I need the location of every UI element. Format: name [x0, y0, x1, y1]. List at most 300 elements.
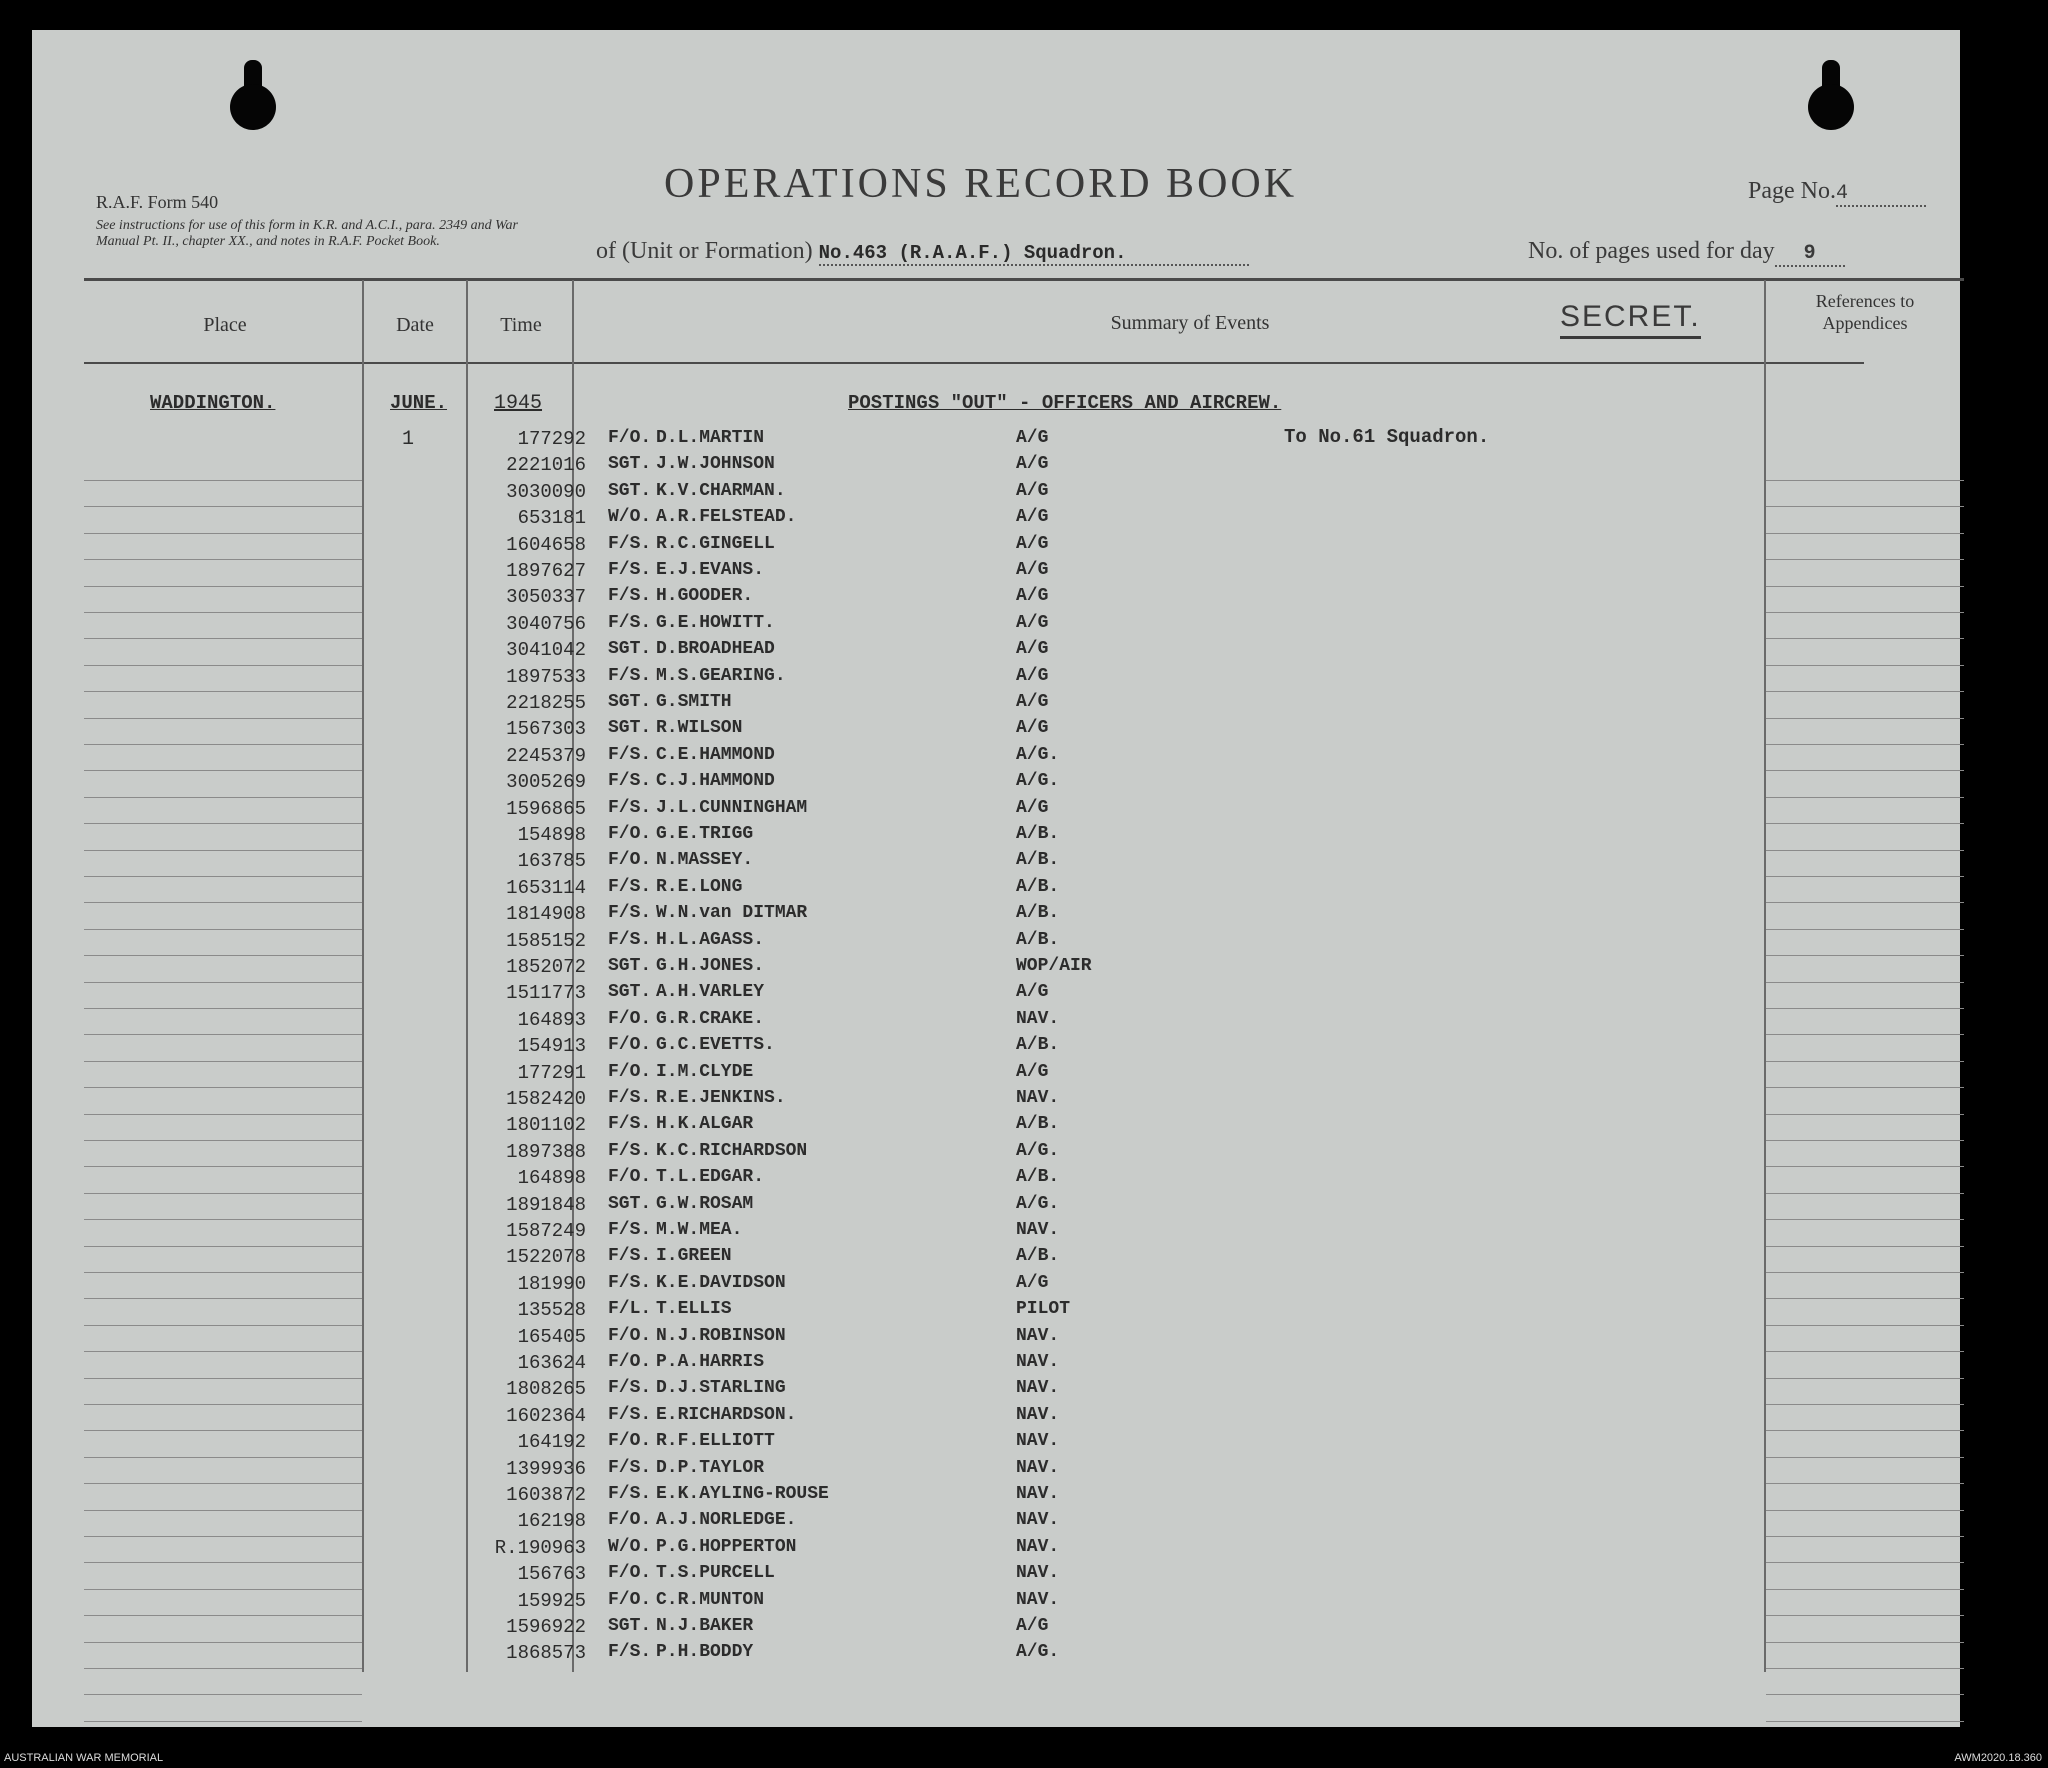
- pages-used-label: No. of pages used for day: [1528, 238, 1775, 264]
- ruled-line: [84, 1694, 362, 1695]
- airman-name: M.W.MEA.: [656, 1220, 743, 1240]
- service-number: 1814908: [506, 903, 586, 926]
- ruled-line: [84, 665, 362, 666]
- pages-used-field: [1528, 238, 1845, 267]
- airman-name: G.E.TRIGG: [656, 824, 754, 844]
- airman-name: C.R.MUNTON: [656, 1589, 765, 1610]
- aircrew-role: NAV.: [1016, 1088, 1060, 1108]
- aircrew-role: A/G: [1016, 639, 1049, 660]
- header-summary: Summary of Events: [1110, 312, 1270, 334]
- service-number: 1801102: [506, 1114, 586, 1137]
- airman-name: J.W.JOHNSON: [656, 454, 775, 475]
- ruled-line: [84, 1562, 362, 1563]
- service-number: 1891848: [506, 1193, 586, 1216]
- aircrew-role: A/B.: [1016, 929, 1060, 950]
- ruled-line: [1766, 1694, 1964, 1695]
- service-number: 177292: [517, 428, 586, 450]
- ruled-line: [84, 1404, 362, 1405]
- airman-name: C.J.HAMMOND: [656, 771, 775, 792]
- ruled-line: [1766, 586, 1964, 587]
- ruled-line: [1766, 1483, 1964, 1484]
- ruled-line: [84, 1272, 362, 1273]
- ruled-line: [1766, 1510, 1964, 1511]
- ruled-line: [84, 797, 362, 798]
- aircrew-role: NAV.: [1016, 1325, 1060, 1346]
- ruled-line: [84, 1193, 362, 1194]
- airman-name: N.J.ROBINSON: [656, 1325, 786, 1346]
- ruled-line: [1766, 1642, 1964, 1643]
- rank: F/S.: [608, 1484, 652, 1504]
- service-number: 3005269: [506, 771, 586, 794]
- record-sheet: [32, 30, 1960, 1727]
- aircrew-role: A/G.: [1016, 1193, 1060, 1214]
- ruled-line: [1766, 1325, 1964, 1326]
- service-number: 1808265: [506, 1378, 586, 1401]
- service-number: 164893: [517, 1008, 586, 1031]
- aircrew-role: NAV.: [1016, 1589, 1060, 1610]
- ruled-line: [84, 1430, 362, 1431]
- service-number: 135528: [517, 1299, 586, 1322]
- ruled-line: [84, 1721, 362, 1722]
- rank: F/O.: [608, 850, 652, 871]
- ruled-line: [1766, 1219, 1964, 1220]
- ruled-line: [84, 1668, 362, 1669]
- entry-day: 1: [402, 428, 415, 451]
- aircrew-role: A/G: [1016, 982, 1049, 1003]
- header-time: Time: [500, 314, 542, 336]
- ruled-line: [1766, 718, 1964, 719]
- page-number: [1748, 178, 1926, 207]
- posting-destination: To No.61 Squadron.: [1284, 426, 1490, 448]
- aircrew-role: A/G.: [1016, 1642, 1060, 1663]
- ruled-line: [84, 480, 362, 481]
- aircrew-role: NAV.: [1016, 1457, 1060, 1478]
- ruled-line: [1766, 1378, 1964, 1379]
- service-number: 653181: [517, 507, 586, 530]
- service-number: 1852072: [506, 956, 586, 978]
- aircrew-role: A/G: [1016, 1061, 1049, 1082]
- airman-name: G.H.JONES.: [656, 956, 765, 976]
- aircrew-role: A/B.: [1016, 1167, 1060, 1188]
- ruled-line: [84, 929, 362, 930]
- airman-name: G.W.ROSAM: [656, 1193, 754, 1214]
- airman-name: D.BROADHEAD: [656, 639, 775, 660]
- aircrew-role: A/G: [1016, 533, 1049, 554]
- ruled-line: [84, 1642, 362, 1643]
- rank: F/O.: [608, 428, 652, 448]
- aircrew-role: A/G: [1016, 665, 1049, 686]
- ruled-line: [84, 1034, 362, 1035]
- rank: F/O.: [608, 1008, 652, 1029]
- aircrew-role: A/G: [1016, 480, 1049, 501]
- airman-name: H.GOODER.: [656, 586, 754, 607]
- service-number: 1522078: [506, 1246, 586, 1269]
- aircrew-role: A/G: [1016, 428, 1049, 448]
- rank: F/O.: [608, 824, 652, 844]
- aircrew-role: NAV.: [1016, 1008, 1060, 1029]
- aircrew-role: NAV.: [1016, 1510, 1060, 1531]
- ruled-line: [84, 1087, 362, 1088]
- ruled-line: [84, 638, 362, 639]
- rank: SGT.: [608, 982, 652, 1003]
- rank: SGT.: [608, 454, 652, 475]
- aircrew-role: A/B.: [1016, 1246, 1060, 1267]
- ruled-line: [1766, 1140, 1964, 1141]
- service-number: 1511773: [506, 982, 586, 1005]
- service-number: 1868573: [506, 1642, 586, 1665]
- service-number: 1897627: [506, 560, 586, 582]
- rank: F/O.: [608, 1061, 652, 1082]
- ruled-line: [1766, 1166, 1964, 1167]
- airman-name: P.H.BODDY: [656, 1642, 754, 1663]
- unit-value: No.463 (R.A.A.F.) Squadron.: [819, 242, 1249, 266]
- ruled-line: [1766, 770, 1964, 771]
- ruled-line: [84, 533, 362, 534]
- aircrew-role: A/B.: [1016, 876, 1060, 897]
- header-rule-bottom: [84, 362, 1864, 364]
- airman-name: H.K.ALGAR: [656, 1114, 754, 1135]
- service-number: 1596865: [506, 797, 586, 820]
- ruled-line: [84, 982, 362, 983]
- ruled-line: [84, 850, 362, 851]
- airman-name: W.N.van DITMAR: [656, 903, 808, 924]
- aircrew-role: A/G: [1016, 1272, 1049, 1293]
- service-number: 1587249: [506, 1220, 586, 1242]
- airman-name: G.C.EVETTS.: [656, 1035, 775, 1056]
- airman-name: D.J.STARLING: [656, 1378, 786, 1399]
- ruled-line: [84, 718, 362, 719]
- aircrew-role: A/G.: [1016, 771, 1060, 792]
- airman-name: A.J.NORLEDGE.: [656, 1510, 797, 1531]
- service-number: 177291: [517, 1061, 586, 1084]
- rank: F/S.: [608, 586, 652, 607]
- ruled-line: [84, 1351, 362, 1352]
- ruled-line: [1766, 691, 1964, 692]
- service-number: 2245379: [506, 744, 586, 767]
- rank: W/O.: [608, 1536, 652, 1557]
- rank: F/S.: [608, 744, 652, 765]
- rank: SGT.: [608, 718, 652, 739]
- aircrew-role: A/B.: [1016, 850, 1060, 871]
- entry-month: JUNE.: [390, 392, 448, 414]
- aircrew-role: A/B.: [1016, 903, 1060, 924]
- service-number: 165405: [517, 1325, 586, 1348]
- rank: SGT.: [608, 480, 652, 501]
- ruled-line: [1766, 902, 1964, 903]
- service-number: R.190963: [494, 1536, 586, 1559]
- ruled-line: [84, 1457, 362, 1458]
- ruled-line: [1766, 1272, 1964, 1273]
- aircrew-role: A/G: [1016, 586, 1049, 607]
- ruled-line: [1766, 1087, 1964, 1088]
- rank: F/S.: [608, 876, 652, 897]
- aircrew-role: NAV.: [1016, 1484, 1060, 1504]
- airman-name: T.L.EDGAR.: [656, 1167, 765, 1188]
- ruled-line: [1766, 850, 1964, 851]
- ruled-line: [84, 1246, 362, 1247]
- rank: F/S.: [608, 1088, 652, 1108]
- airman-name: N.J.BAKER: [656, 1616, 754, 1636]
- column-divider-summary: [1764, 280, 1766, 1672]
- header-references: References to Appendices: [1815, 291, 1915, 333]
- rank: F/S.: [608, 1404, 652, 1425]
- aircrew-role: A/G.: [1016, 1140, 1060, 1161]
- ruled-line: [1766, 1430, 1964, 1431]
- ruled-line: [84, 744, 362, 745]
- airman-name: C.E.HAMMOND: [656, 744, 775, 765]
- airman-name: A.R.FELSTEAD.: [656, 507, 797, 528]
- ruled-line: [1766, 1562, 1964, 1563]
- rank: F/O.: [608, 1431, 652, 1452]
- ruled-line: [1766, 1114, 1964, 1115]
- service-number: 156763: [517, 1563, 586, 1586]
- aircrew-role: NAV.: [1016, 1378, 1060, 1399]
- ruled-line: [84, 902, 362, 903]
- aircrew-role: A/B.: [1016, 1114, 1060, 1135]
- ruled-line: [1766, 876, 1964, 877]
- service-number: 1602364: [506, 1404, 586, 1427]
- ruled-line: [84, 770, 362, 771]
- airman-name: R.C.GINGELL: [656, 533, 775, 554]
- unit-label: of (Unit or Formation): [596, 238, 813, 264]
- airman-name: M.S.GEARING.: [656, 665, 786, 686]
- airman-name: J.L.CUNNINGHAM: [656, 797, 808, 818]
- ruled-line: [84, 1615, 362, 1616]
- rank: F/S.: [608, 1457, 652, 1478]
- ruled-line: [84, 1061, 362, 1062]
- ruled-line: [1766, 1721, 1964, 1722]
- ruled-line: [84, 506, 362, 507]
- airman-name: G.R.CRAKE.: [656, 1008, 765, 1029]
- ruled-line: [1766, 929, 1964, 930]
- airman-name: K.V.CHARMAN.: [656, 480, 786, 501]
- rank: F/O.: [608, 1510, 652, 1531]
- aircrew-role: NAV.: [1016, 1431, 1060, 1452]
- airman-name: H.L.AGASS.: [656, 929, 765, 950]
- section-heading: POSTINGS "OUT" - OFFICERS AND AIRCREW.: [848, 392, 1282, 414]
- service-number: 1603872: [506, 1484, 586, 1506]
- page-number-value: 4: [1836, 182, 1926, 207]
- rank: F/S.: [608, 1642, 652, 1663]
- ruled-line: [1766, 1061, 1964, 1062]
- aircrew-role: NAV.: [1016, 1220, 1060, 1240]
- aircrew-role: A/B.: [1016, 1035, 1060, 1056]
- rank: F/S.: [608, 771, 652, 792]
- airman-name: K.E.DAVIDSON: [656, 1272, 786, 1293]
- rank: F/L.: [608, 1299, 652, 1320]
- ruled-line: [1766, 744, 1964, 745]
- ruled-line: [1766, 1351, 1964, 1352]
- ruled-line: [84, 691, 362, 692]
- rank: F/S.: [608, 1246, 652, 1267]
- entry-year: 1945: [494, 392, 543, 415]
- ruled-line: [1766, 1668, 1964, 1669]
- rank: F/S.: [608, 1378, 652, 1399]
- ruled-line: [1766, 1536, 1964, 1537]
- rank: F/O.: [608, 1352, 652, 1372]
- airman-name: N.MASSEY.: [656, 850, 754, 871]
- form-number: R.A.F. Form 540: [96, 192, 219, 212]
- footer-archive: AUSTRALIAN WAR MEMORIAL: [4, 1752, 164, 1764]
- service-number: 181990: [517, 1272, 586, 1295]
- service-number: 3041042: [506, 639, 586, 662]
- ruled-line: [1766, 823, 1964, 824]
- ruled-line: [1766, 1404, 1964, 1405]
- aircrew-role: A/B.: [1016, 824, 1060, 844]
- airman-name: T.S.PURCELL: [656, 1563, 775, 1584]
- ruled-line: [1766, 665, 1964, 666]
- ruled-line: [1766, 612, 1964, 613]
- ruled-line: [84, 1510, 362, 1511]
- rank: F/S.: [608, 533, 652, 554]
- ruled-line: [84, 612, 362, 613]
- ruled-line: [1766, 1246, 1964, 1247]
- service-number: 163785: [517, 850, 586, 873]
- service-number: 164898: [517, 1167, 586, 1190]
- rank: F/O.: [608, 1589, 652, 1610]
- ruled-line: [84, 1536, 362, 1537]
- header-place: Place: [203, 314, 247, 336]
- ruled-line: [1766, 638, 1964, 639]
- binder-hole-left-round: [230, 84, 276, 130]
- service-number: 3030090: [506, 480, 586, 503]
- airman-name: E.J.EVANS.: [656, 560, 765, 580]
- service-number: 1399936: [506, 1457, 586, 1480]
- airman-name: R.WILSON: [656, 718, 743, 739]
- ruled-line: [84, 1483, 362, 1484]
- ruled-line: [1766, 797, 1964, 798]
- ruled-line: [84, 1589, 362, 1590]
- ruled-line: [1766, 982, 1964, 983]
- airman-name: T.ELLIS: [656, 1299, 732, 1320]
- rank: F/O.: [608, 1167, 652, 1188]
- airman-name: D.L.MARTIN: [656, 428, 765, 448]
- rank: F/S.: [608, 1220, 652, 1240]
- aircrew-role: A/G: [1016, 612, 1049, 633]
- rank: F/S.: [608, 1272, 652, 1293]
- aircrew-role: A/G: [1016, 1616, 1049, 1636]
- service-number: 164192: [517, 1431, 586, 1454]
- secret-stamp: SECRET.: [1560, 300, 1701, 339]
- ruled-line: [84, 559, 362, 560]
- service-number: 154913: [517, 1035, 586, 1058]
- entry-place: WADDINGTON.: [150, 392, 276, 414]
- ruled-line: [1766, 506, 1964, 507]
- service-number: 1596922: [506, 1616, 586, 1638]
- ruled-line: [1766, 1589, 1964, 1590]
- page-title: OPERATIONS RECORD BOOK: [664, 161, 1298, 207]
- ruled-line: [84, 1219, 362, 1220]
- binder-hole-right-round: [1808, 84, 1854, 130]
- service-number: 1897533: [506, 665, 586, 688]
- service-number: 1585152: [506, 929, 586, 952]
- pages-used-value: 9: [1775, 242, 1845, 267]
- ruled-line: [84, 1298, 362, 1299]
- aircrew-role: WOP/AIR: [1016, 956, 1092, 976]
- ruled-line: [1766, 1615, 1964, 1616]
- rank: SGT.: [608, 639, 652, 660]
- airman-name: D.P.TAYLOR: [656, 1457, 765, 1478]
- rank: F/O.: [608, 1325, 652, 1346]
- airman-name: R.E.JENKINS.: [656, 1088, 786, 1108]
- airman-name: P.G.HOPPERTON: [656, 1536, 797, 1557]
- ruled-line: [84, 1378, 362, 1379]
- airman-name: G.SMITH: [656, 692, 732, 712]
- airman-name: G.E.HOWITT.: [656, 612, 775, 633]
- header-rule-top: [84, 278, 1964, 281]
- ruled-line: [1766, 1008, 1964, 1009]
- rank: F/S.: [608, 903, 652, 924]
- aircrew-role: A/G: [1016, 692, 1049, 712]
- aircrew-role: NAV.: [1016, 1563, 1060, 1584]
- ruled-line: [84, 823, 362, 824]
- service-number: 2218255: [506, 692, 586, 714]
- aircrew-role: NAV.: [1016, 1404, 1060, 1425]
- ruled-line: [1766, 955, 1964, 956]
- service-number: 154898: [517, 824, 586, 846]
- rank: F/O.: [608, 1035, 652, 1056]
- airman-name: P.A.HARRIS: [656, 1352, 765, 1372]
- aircrew-role: A/G: [1016, 507, 1049, 528]
- column-divider-place: [362, 280, 364, 1672]
- rank: SGT.: [608, 1616, 652, 1636]
- aircrew-role: A/G: [1016, 797, 1049, 818]
- airman-name: R.F.ELLIOTT: [656, 1431, 775, 1452]
- footer-reference: AWM2020.18.360: [1954, 1752, 2042, 1764]
- rank: SGT.: [608, 956, 652, 976]
- ruled-line: [84, 876, 362, 877]
- service-number: 2221016: [506, 454, 586, 477]
- service-number: 3040756: [506, 612, 586, 635]
- column-divider-date: [466, 280, 468, 1672]
- aircrew-role: A/G: [1016, 718, 1049, 739]
- airman-name: A.H.VARLEY: [656, 982, 765, 1003]
- service-number: 159925: [517, 1589, 586, 1612]
- rank: F/S.: [608, 665, 652, 686]
- ruled-line: [84, 1008, 362, 1009]
- rank: F/S.: [608, 1140, 652, 1161]
- service-number: 1653114: [506, 876, 586, 899]
- rank: F/S.: [608, 612, 652, 633]
- ruled-line: [84, 955, 362, 956]
- airman-name: I.M.CLYDE: [656, 1061, 754, 1082]
- rank: SGT.: [608, 1193, 652, 1214]
- airman-name: K.C.RICHARDSON: [656, 1140, 808, 1161]
- airman-name: E.K.AYLING-ROUSE: [656, 1484, 829, 1504]
- service-number: 3050337: [506, 586, 586, 609]
- ruled-line: [84, 1325, 362, 1326]
- rank: W/O.: [608, 507, 652, 528]
- page-number-label: Page No.: [1748, 178, 1836, 204]
- ruled-line: [84, 586, 362, 587]
- service-number: 162198: [517, 1510, 586, 1533]
- ruled-line: [84, 1140, 362, 1141]
- aircrew-role: NAV.: [1016, 1536, 1060, 1557]
- aircrew-role: NAV.: [1016, 1352, 1060, 1372]
- ruled-line: [84, 1166, 362, 1167]
- ruled-line: [1766, 480, 1964, 481]
- airman-name: R.E.LONG: [656, 876, 743, 897]
- ruled-line: [1766, 559, 1964, 560]
- airman-name: I.GREEN: [656, 1246, 732, 1267]
- ruled-line: [1766, 1457, 1964, 1458]
- ruled-line: [1766, 1034, 1964, 1035]
- rank: F/S.: [608, 1114, 652, 1135]
- airman-name: E.RICHARDSON.: [656, 1404, 797, 1425]
- ruled-line: [1766, 1193, 1964, 1194]
- aircrew-role: A/G: [1016, 454, 1049, 475]
- service-number: 1567303: [506, 718, 586, 741]
